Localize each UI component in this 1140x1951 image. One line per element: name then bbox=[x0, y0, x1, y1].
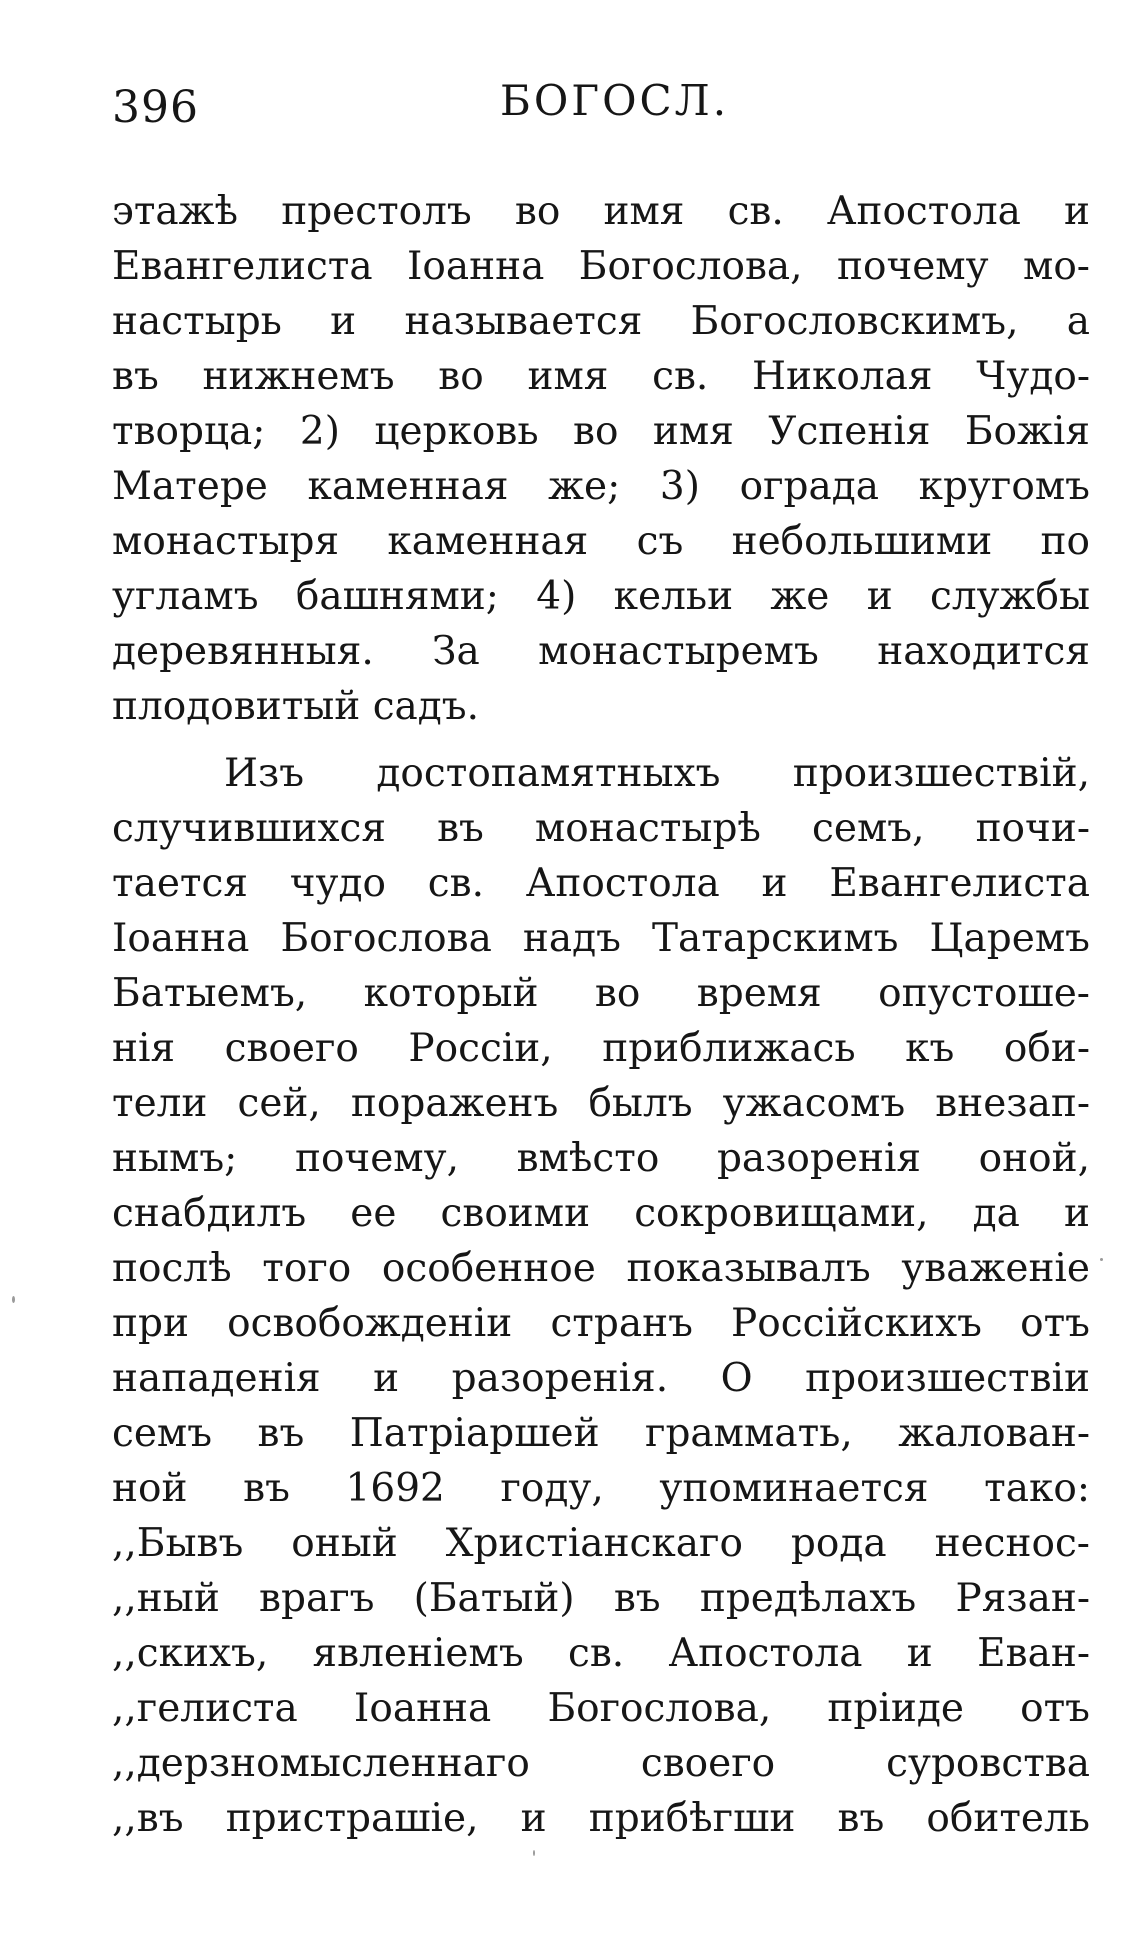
text-line: въ нижнемъ во имя св. Николая Чудо- bbox=[112, 354, 1090, 399]
text-line: деревянныя. За монастыремъ находится bbox=[112, 629, 1090, 674]
text-line: настырь и называется Богословскимъ, а bbox=[112, 299, 1090, 344]
paper-speck bbox=[12, 1296, 15, 1303]
text-line: ,,въ пристрашіе, и прибѣгши въ обитель bbox=[112, 1796, 1090, 1841]
page-number: 396 bbox=[112, 82, 199, 133]
text-line: случившихся въ монастырѣ семъ, почи- bbox=[112, 806, 1090, 851]
text-line: тели сей, пораженъ былъ ужасомъ внезап- bbox=[112, 1081, 1090, 1126]
text-line: монастыря каменная съ небольшими по bbox=[112, 519, 1090, 564]
text-line: послѣ того особенное показывалъ уваженіе bbox=[112, 1246, 1090, 1291]
text-line: угламъ башнями; 4) кельи же и службы bbox=[112, 574, 1090, 619]
paper-speck bbox=[533, 1850, 535, 1856]
text-line: нымъ; почему, вмѣсто разоренія оной, bbox=[112, 1136, 1090, 1181]
text-line: тается чудо св. Апостола и Евангелиста bbox=[112, 861, 1090, 906]
text-line: ной въ 1692 году, упоминается тако: bbox=[112, 1466, 1090, 1511]
body-text bbox=[112, 184, 1090, 1846]
paragraph-1 bbox=[112, 184, 1090, 734]
text-line: нія своего Россіи, приближась къ оби- bbox=[112, 1026, 1090, 1071]
text-line: ,,дерзномысленнаго своего суровства bbox=[112, 1741, 1090, 1786]
text-line: Изъ достопамятныхъ произшествій, bbox=[224, 751, 1090, 796]
paragraph-2 bbox=[112, 746, 1090, 1846]
text-line: ,,ный врагъ (Батый) въ предѣлахъ Рязан- bbox=[112, 1576, 1090, 1621]
paper-speck bbox=[1100, 1258, 1103, 1261]
text-line: ,,скихъ, явленіемъ св. Апостола и Еван- bbox=[112, 1631, 1090, 1676]
text-line: при освобожденіи странъ Россійскихъ отъ bbox=[112, 1301, 1090, 1346]
text-line: снабдилъ ее своими сокровищами, да и bbox=[112, 1191, 1090, 1236]
text-line: Батыемъ, который во время опустоше- bbox=[112, 971, 1090, 1016]
text-line: творца; 2) церковь во имя Успенія Божія bbox=[112, 409, 1090, 454]
text-line: ,,гелиста Іоанна Богослова, пріиде отъ bbox=[112, 1686, 1090, 1731]
running-head: БОГОСЛ. bbox=[500, 76, 730, 125]
text-line: Евангелиста Іоанна Богослова, почему мо- bbox=[112, 244, 1090, 289]
text-line: ,,Бывъ оный Христіанскаго рода неснос- bbox=[112, 1521, 1090, 1566]
text-line: Іоанна Богослова надъ Татарскимъ Царемъ bbox=[112, 916, 1090, 961]
text-line: плодовитый садъ. bbox=[112, 684, 480, 729]
text-line: семъ въ Патріаршей граммать, жалован- bbox=[112, 1411, 1090, 1456]
text-line: Матере каменная же; 3) ограда кругомъ bbox=[112, 464, 1090, 509]
text-line: этажѣ престолъ во имя св. Апостола и bbox=[112, 189, 1090, 234]
text-line: нападенія и разоренія. О произшествіи bbox=[112, 1356, 1090, 1401]
